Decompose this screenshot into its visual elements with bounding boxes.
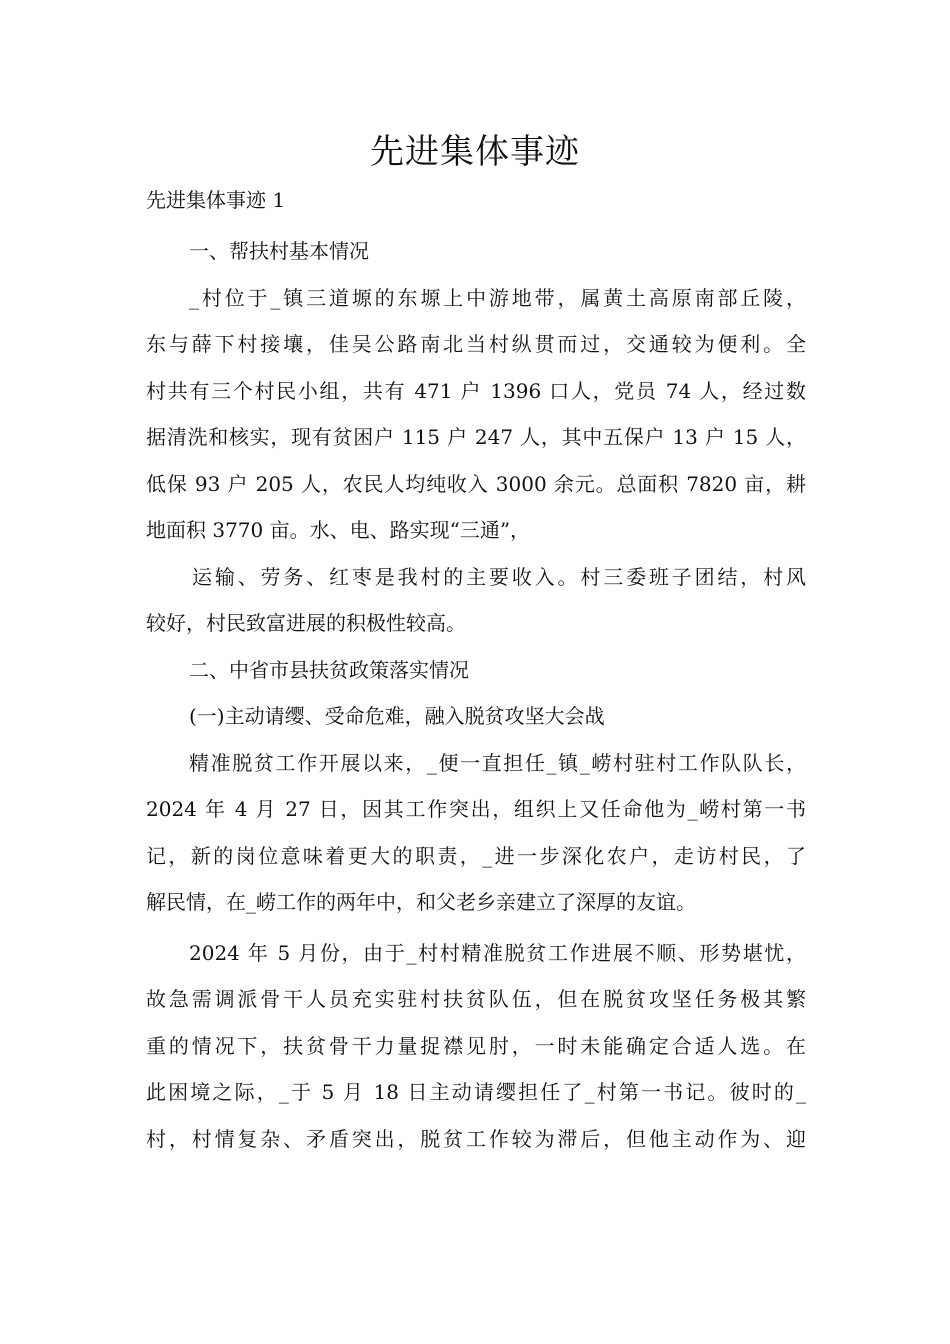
subsection-heading (146, 693, 806, 740)
body-paragraph (146, 554, 806, 647)
text-line: 精准脱贫工作开展以来，_便一直担任_镇_崂村驻村工作队队长， (189, 750, 806, 775)
section-heading (146, 228, 806, 275)
text-line: 此困境之际，_于 5 月 18 日主动请缨担任了_村第一书记。彼时的_ (146, 1080, 806, 1104)
text-line: 重的情况下，扶贫骨干力量捉襟见肘，一时未能确定合适人选。在 (146, 1033, 806, 1058)
text-line: 故急需调派骨干人员充实驻村扶贫队伍，但在脱贫攻坚任务极其繁 (146, 987, 806, 1011)
text-line: 地面积 3770 亩。水、电、路实现“三通”， (146, 518, 531, 542)
document-title: 先进集体事迹 (370, 132, 580, 172)
body-paragraph (146, 930, 806, 1163)
text-line: 二、中省市县扶贫政策落实情况 (189, 657, 469, 682)
text-line: 记，新的岗位意味着更大的职责，_进一步深化农户，走访村民，了 (146, 843, 806, 868)
text-line: 解民情，在_崂工作的两年中，和父老乡亲建立了深厚的友谊。 (146, 890, 696, 914)
text-line: _村位于_镇三道塬的东塬上中游地带，属黄土高原南部丘陵， (189, 285, 806, 310)
text-line: 村，村情复杂、矛盾突出，脱贫工作较为滞后，但他主动作为、迎 (146, 1126, 806, 1151)
text-line: 低保 93 户 205 人，农民人均纯收入 3000 余元。总面积 7820 亩，耕 (146, 471, 806, 496)
document-body (146, 228, 806, 1162)
text-line: (一)主动请缨、受命危难，融入脱贫攻坚大会战 (189, 704, 605, 728)
text-line: 2024 年 4 月 27 日，因其工作突出，组织上又任命他为_崂村第一书 (146, 797, 806, 821)
section-heading (146, 647, 806, 694)
text-line: 据清洗和核实，现有贫困户 115 户 247 人，其中五保户 13 户 15 人， (146, 425, 806, 449)
text-line: 运输、劳务、红枣是我村的主要收入。村三委班子团结，村风 (192, 564, 806, 589)
text-line: 村共有三个村民小组，共有 471 户 1396 口人，党员 74 人，经过数 (146, 378, 806, 403)
text-line: 较好，村民致富进展的积极性较高。 (146, 611, 466, 635)
body-paragraph (146, 275, 806, 554)
body-paragraph (146, 740, 806, 926)
text-line: 2024 年 5 月份，由于_村村精准脱贫工作进展不顺、形势堪忧， (189, 940, 806, 965)
document-subtitle: 先进集体事迹 1 (146, 188, 286, 212)
text-line: 东与薛下村接壤，佳吴公路南北当村纵贯而过，交通较为便利。全 (146, 332, 806, 356)
text-line: 一、帮扶村基本情况 (189, 239, 369, 263)
